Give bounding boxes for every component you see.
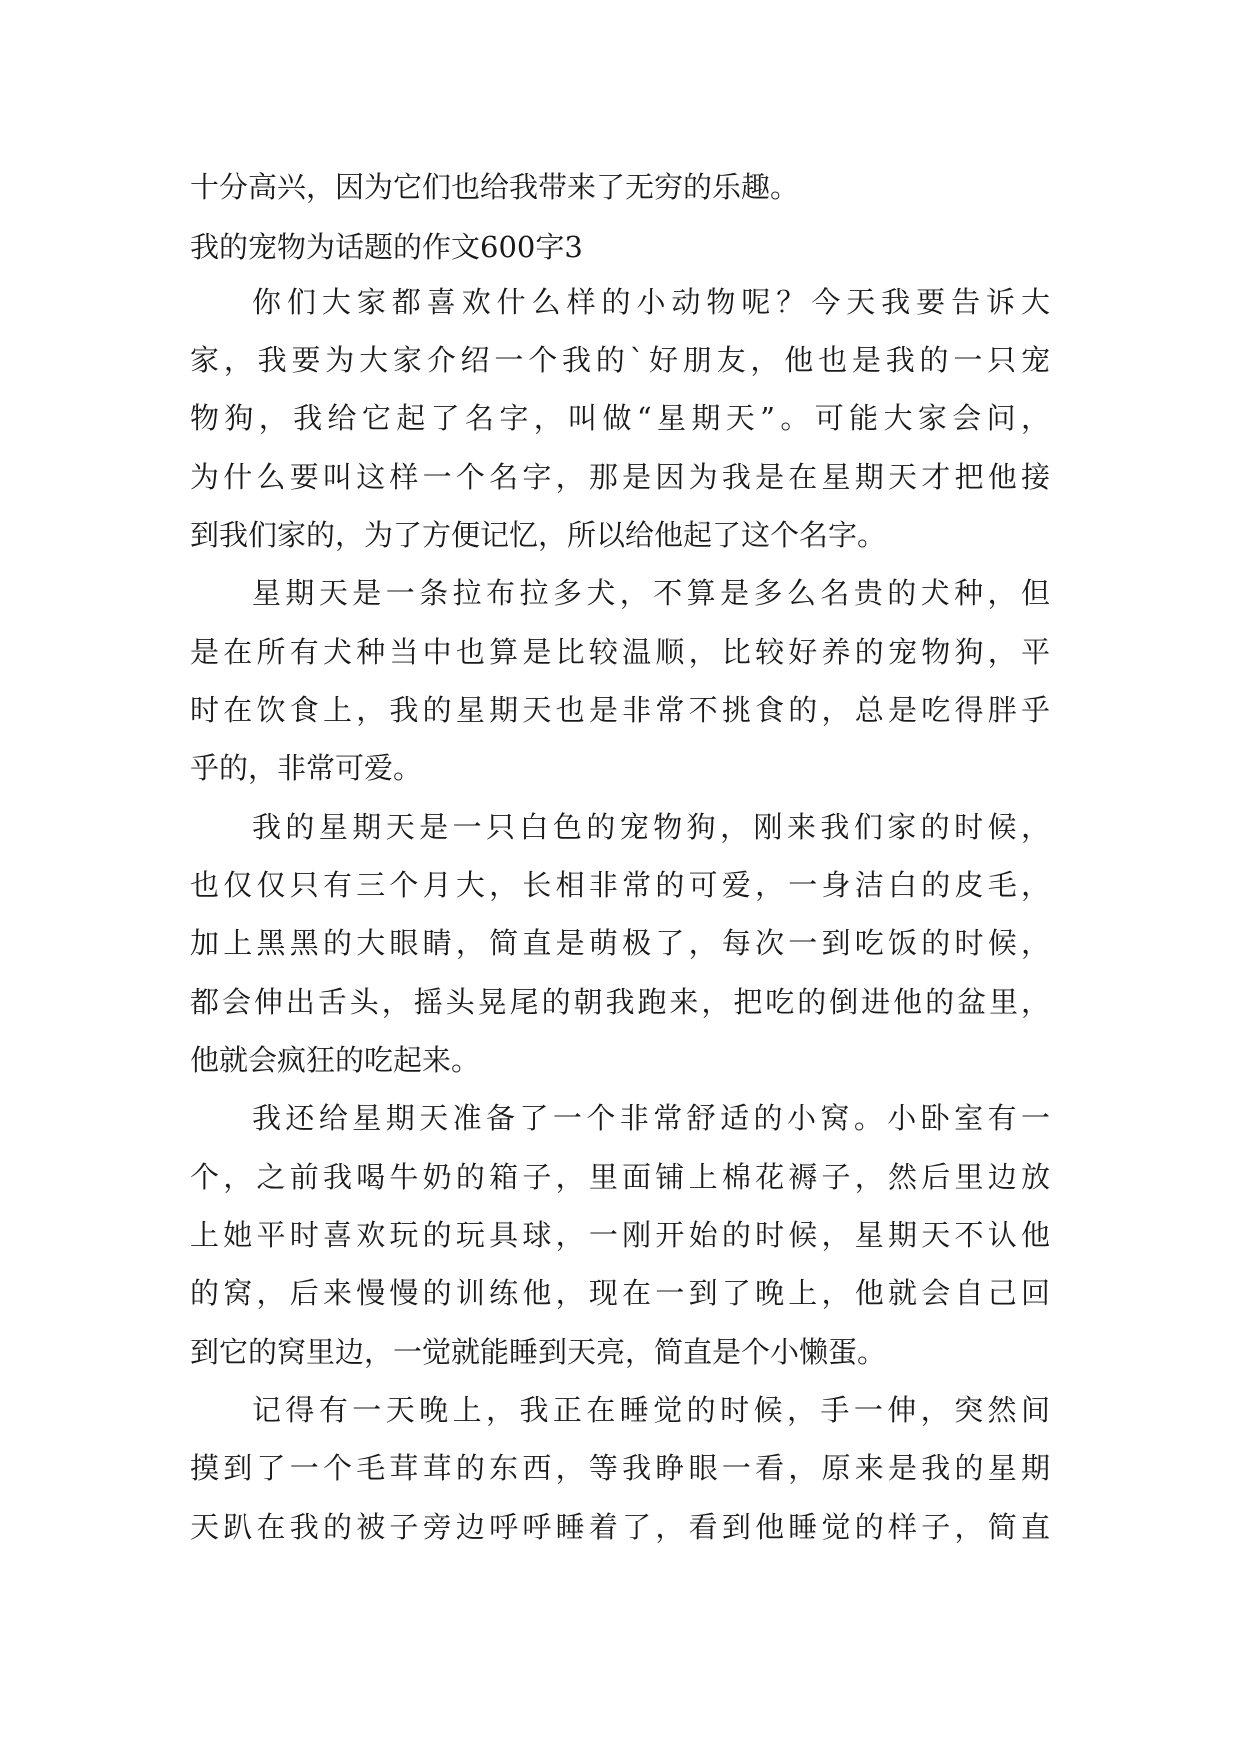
paragraph-line: 你们大家都喜欢什么样的小动物呢？今天我要告诉大 bbox=[252, 285, 1050, 319]
paragraph-line: 也仅仅只有三个月大，长相非常的可爱，一身洁白的皮毛， bbox=[190, 868, 1050, 902]
paragraph-line: 个，之前我喝牛奶的箱子，里面铺上棉花褥子，然后里边放 bbox=[190, 1160, 1050, 1194]
paragraph-line: 为什么要叫这样一个名字，那是因为我是在星期天才把他接 bbox=[190, 460, 1050, 494]
paragraph-line: 到它的窝里边，一觉就能睡到天亮，简直是个小懒蛋。 bbox=[190, 1335, 887, 1369]
paragraph-line: 天趴在我的被子旁边呼呼睡着了，看到他睡觉的样子，简直 bbox=[190, 1510, 1050, 1544]
paragraph-line: 物狗，我给它起了名字，叫做“星期天”。可能大家会问， bbox=[190, 401, 1050, 435]
paragraph-line: 到我们家的，为了方便记忆，所以给他起了这个名字。 bbox=[190, 518, 887, 552]
paragraph-line: 上她平时喜欢玩的玩具球，一刚开始的时候，星期天不认他 bbox=[190, 1218, 1050, 1252]
paragraph-line: 我还给星期天准备了一个非常舒适的小窝。小卧室有一 bbox=[252, 1101, 1050, 1135]
paragraph-line: 星期天是一条拉布拉多犬，不算是多么名贵的犬种，但 bbox=[252, 576, 1050, 610]
paragraph-line: 我的星期天是一只白色的宠物狗，刚来我们家的时候， bbox=[252, 810, 1050, 844]
paragraph-line: 摸到了一个毛茸茸的东西，等我睁眼一看，原来是我的星期 bbox=[190, 1451, 1050, 1485]
paragraph-line: 加上黑黑的大眼睛，简直是萌极了，每次一到吃饭的时候， bbox=[190, 926, 1050, 960]
paragraph-line: 时在饮食上，我的星期天也是非常不挑食的，总是吃得胖乎 bbox=[190, 693, 1050, 727]
section-heading: 我的宠物为话题的作文600字3 bbox=[190, 230, 583, 264]
paragraph-line: 都会伸出舌头，摇头晃尾的朝我跑来，把吃的倒进他的盆里， bbox=[190, 985, 1050, 1019]
paragraph-line: 的窝，后来慢慢的训练他，现在一到了晚上，他就会自己回 bbox=[190, 1276, 1050, 1310]
paragraph-line: 家，我要为大家介绍一个我的`好朋友，他也是我的一只宠 bbox=[190, 343, 1050, 377]
paragraph-line: 乎的，非常可爱。 bbox=[190, 751, 423, 785]
paragraph-line: 记得有一天晚上，我正在睡觉的时候，手一伸，突然间 bbox=[252, 1393, 1050, 1427]
paragraph-line: 他就会疯狂的吃起来。 bbox=[190, 1043, 481, 1077]
paragraph-line: 十分高兴，因为它们也给我带来了无穷的乐趣。 bbox=[190, 170, 800, 204]
paragraph-line: 是在所有犬种当中也算是比较温顺，比较好养的宠物狗，平 bbox=[190, 635, 1050, 669]
